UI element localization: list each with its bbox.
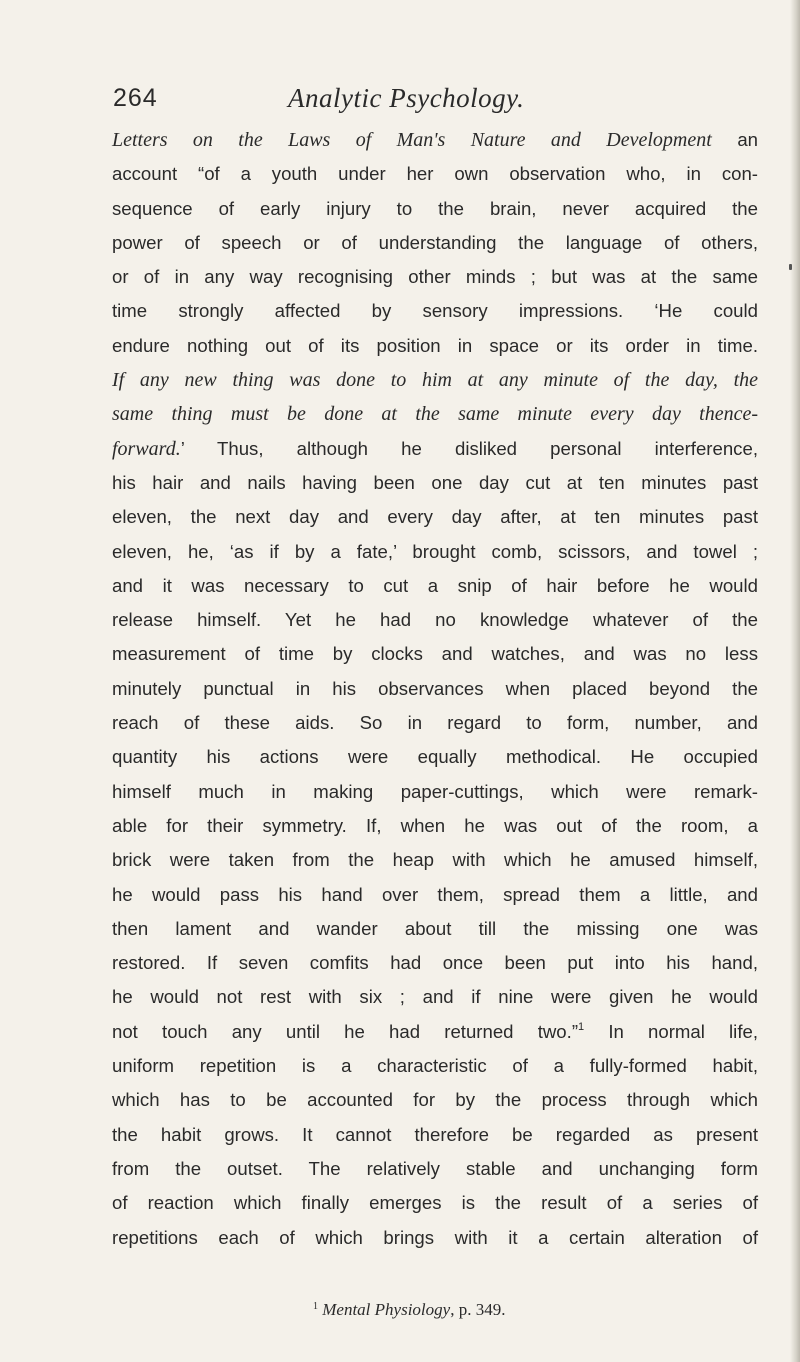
text-run: quantity his actions were equally methodical. He occupied	[112, 746, 758, 768]
text-line	[112, 672, 758, 706]
text-line	[112, 706, 758, 740]
text-line	[112, 500, 758, 534]
page-edge-shadow	[790, 0, 800, 1362]
text-line	[112, 157, 758, 191]
running-head: Analytic Psychology.	[288, 83, 525, 113]
footnote-reference-marker: 1	[578, 1020, 585, 1033]
text-run: which has to be accounted for by the process through which	[112, 1089, 758, 1111]
text-run: reach of these aids. So in regard to form, number, and	[112, 712, 758, 734]
italic-text: Letters on the Laws of Man's Nature and Development	[112, 129, 712, 151]
text-run: uniform repetition is a characteristic of a fully-formed habit,	[112, 1055, 758, 1077]
text-line	[112, 1049, 758, 1083]
text-run: restored. If seven comfits had once been put into his hand,	[112, 952, 758, 974]
text-line	[112, 260, 758, 294]
text-run: he would not rest with six ; and if nine were given he would	[112, 986, 758, 1008]
text-run: or of in any way recognising other minds ; but was at the same	[112, 266, 758, 288]
text-run: release himself. Yet he had no knowledge whatever of the	[112, 609, 758, 631]
text-line	[112, 569, 758, 603]
text-line	[112, 740, 758, 774]
text-line	[112, 946, 758, 980]
text-line	[112, 123, 758, 157]
text-run: he would pass his hand over them, spread them a little, and	[112, 883, 758, 905]
italic-text: forward.	[112, 437, 181, 460]
text-run: repetitions each of which brings with it a certain alteration of	[112, 1226, 758, 1248]
margin-speck	[789, 264, 792, 270]
text-run: eleven, he, ‘as if by a fate,’ brought comb, scissors, and towel ;	[112, 540, 758, 562]
text-run: account “of a youth under her own observation who, in con-	[112, 163, 758, 185]
body-text	[112, 123, 758, 1255]
text-run: brick were taken from the heap with which he amused himself,	[112, 849, 758, 871]
text-run: himself much in making paper-cuttings, which were remark-	[112, 780, 758, 802]
footnote-reference: , p. 349.	[450, 1300, 506, 1319]
text-run: power of speech or of understanding the language of others,	[112, 231, 758, 253]
text-line	[112, 637, 758, 671]
text-line	[112, 1083, 758, 1117]
text-run: his hair and nails having been one day cut at ten minutes past	[112, 471, 758, 493]
text-run: and it was necessary to cut a snip of hair before he would	[112, 574, 758, 596]
text-run: not touch any until he had returned two.”	[112, 1020, 579, 1042]
text-run: measurement of time by clocks and watches, and was no less	[112, 643, 758, 665]
text-line	[112, 912, 758, 946]
text-run: sequence of early injury to the brain, never acquired the	[112, 197, 758, 219]
text-line	[112, 603, 758, 637]
text-run: the habit grows. It cannot therefore be regarded as present	[112, 1123, 758, 1145]
text-line	[112, 192, 758, 226]
page-number: 264	[113, 84, 158, 112]
text-run: able for their symmetry. If, when he was out of the room, a	[112, 814, 758, 836]
text-run: an	[711, 129, 758, 150]
text-line	[112, 1186, 758, 1220]
page-header	[113, 78, 753, 118]
text-run: time strongly affected by sensory impressions. ‘He could	[112, 300, 758, 322]
text-run: In normal life,	[584, 1020, 758, 1042]
text-line	[112, 1221, 758, 1255]
text-run: then lament and wander about till the missing one was	[112, 917, 758, 939]
italic-text: If any new thing was done to him at any minute of the day, the	[112, 369, 758, 392]
text-line	[112, 775, 758, 809]
text-line	[112, 363, 758, 397]
text-line	[112, 809, 758, 843]
text-line	[112, 397, 758, 431]
text-run: ’ Thus, although he disliked personal interference,	[180, 437, 758, 459]
text-line	[112, 1152, 758, 1186]
text-run: eleven, the next day and every day after, at ten minutes past	[112, 506, 758, 528]
footnote-title: Mental Physiology	[322, 1300, 451, 1319]
text-line	[112, 329, 758, 363]
text-line	[112, 1015, 758, 1049]
text-run: of reaction which finally emerges is the result of a series of	[112, 1192, 758, 1214]
italic-text: same thing must be done at the same minute every day thence-	[112, 403, 758, 426]
text-run: from the outset. The relatively stable and unchanging form	[112, 1157, 758, 1179]
text-line	[112, 294, 758, 328]
text-line	[112, 1118, 758, 1152]
text-line	[112, 466, 758, 500]
text-line	[112, 432, 758, 466]
footnote-marker: 1	[313, 1301, 318, 1312]
text-line	[112, 535, 758, 569]
text-line	[112, 226, 758, 260]
text-line	[112, 980, 758, 1014]
text-run: endure nothing out of its position in space or its order in time.	[112, 334, 758, 356]
text-line	[112, 878, 758, 912]
text-run: minutely punctual in his observances when placed beyond the	[112, 677, 758, 699]
footnote	[313, 1298, 505, 1322]
text-line	[112, 843, 758, 877]
